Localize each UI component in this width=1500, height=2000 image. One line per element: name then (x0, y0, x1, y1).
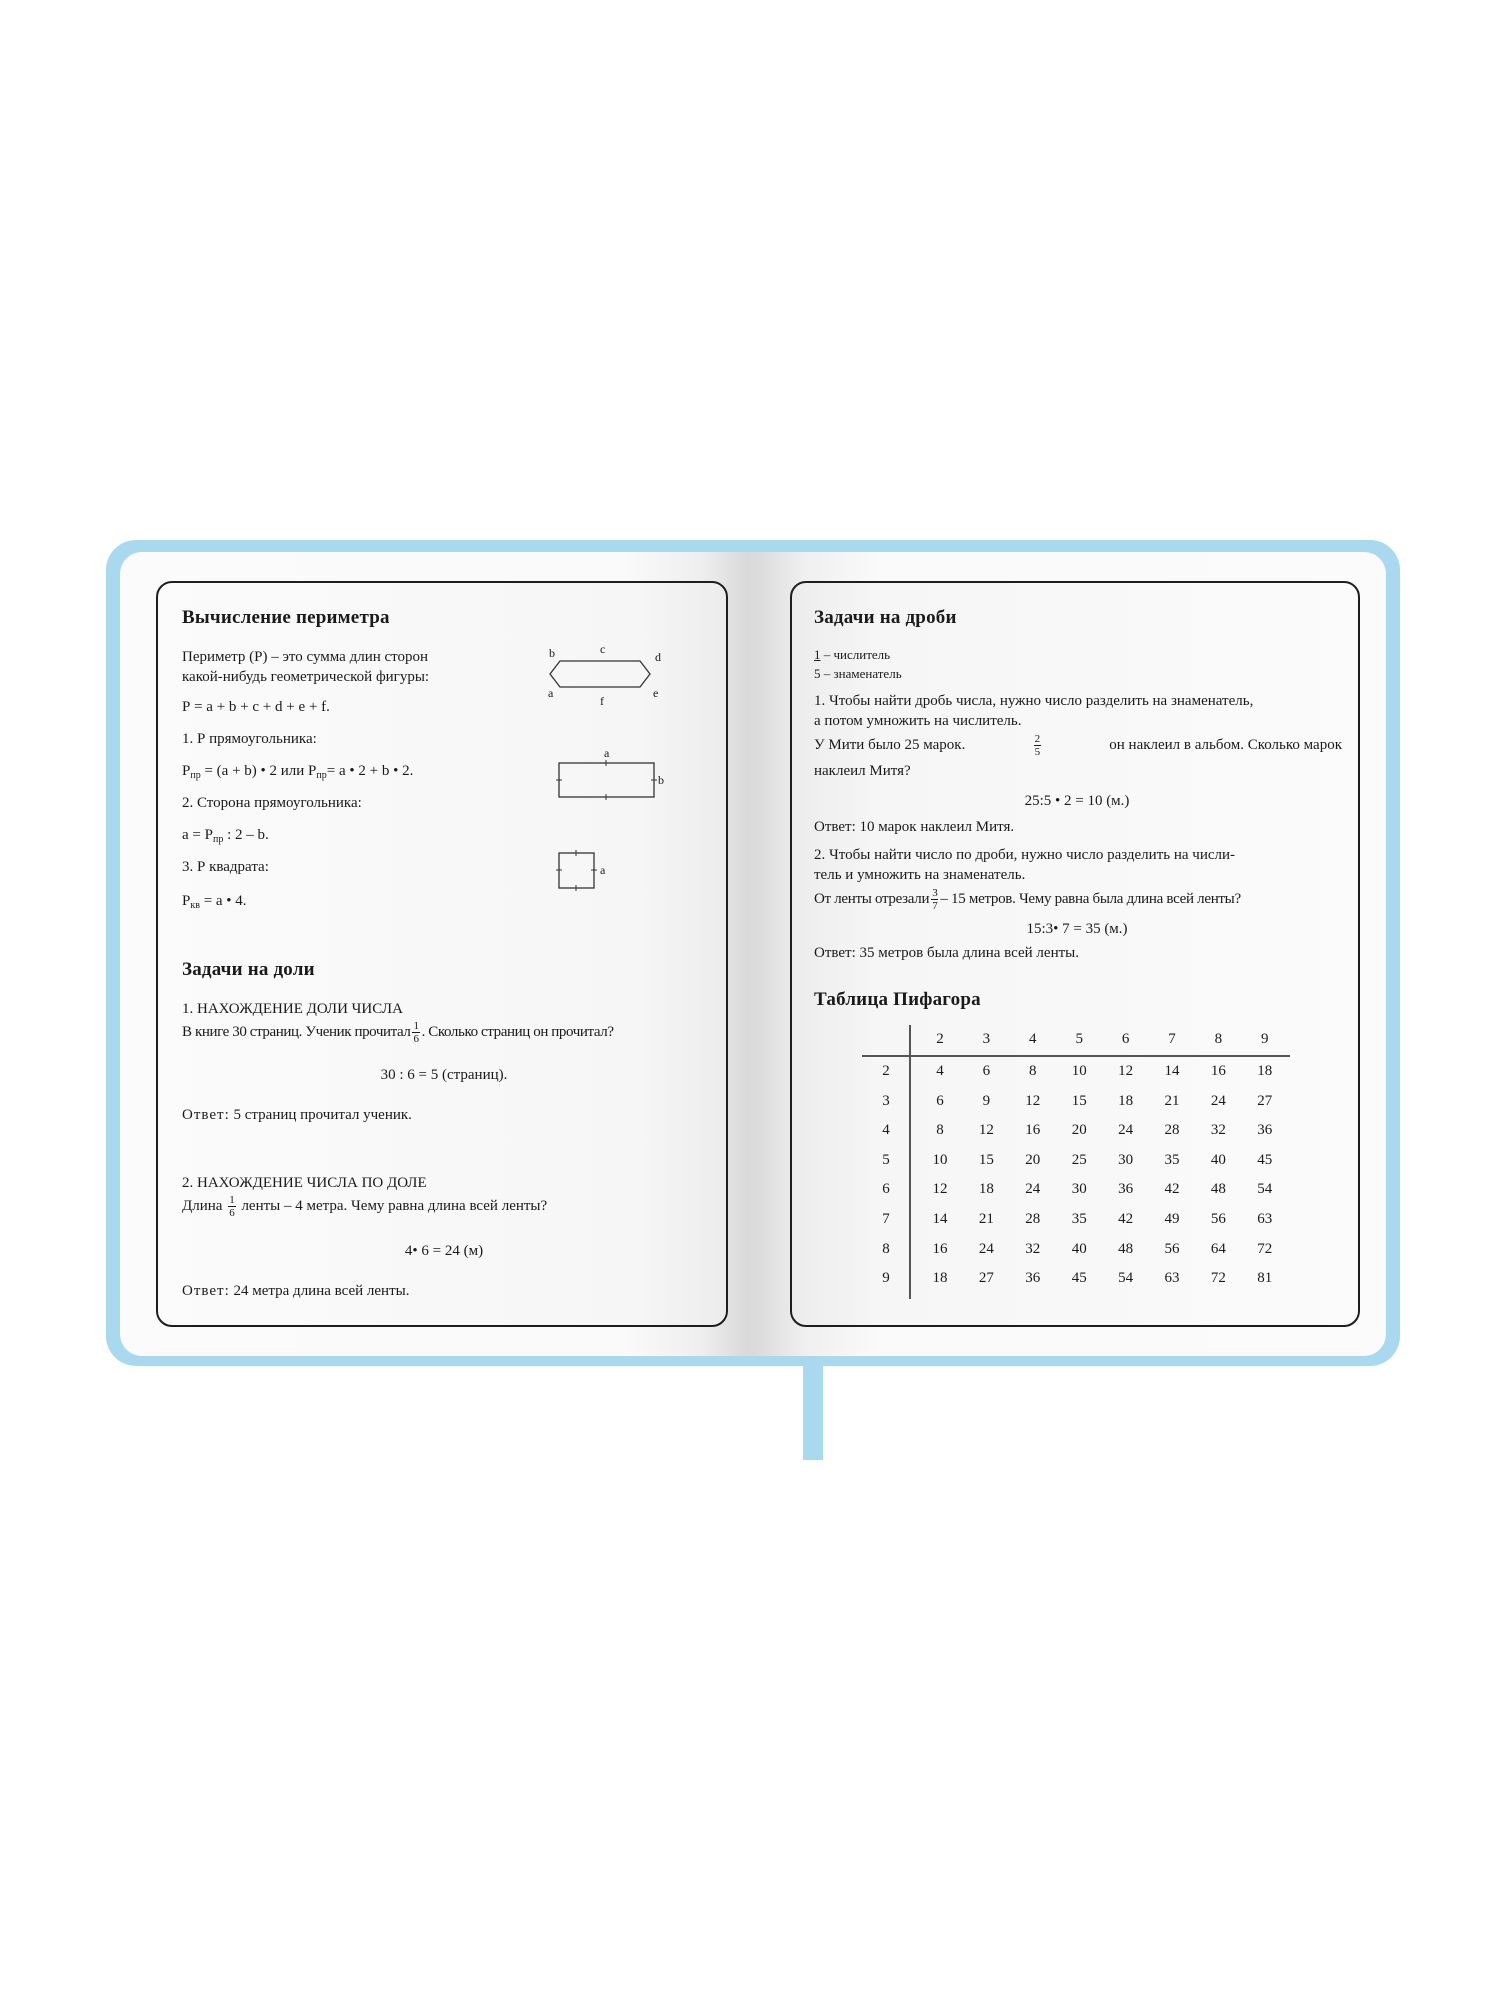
table-cell: 16 (1210, 1063, 1226, 1079)
fraction-rule-1-line1: 1. Чтобы найти дробь числа, нужно число разделить на знаменатель, (814, 693, 1254, 709)
left-page (156, 581, 728, 1327)
table-cell: 64 (1210, 1240, 1226, 1257)
table-cell: 35 (1071, 1211, 1087, 1227)
bookmark-ribbon (803, 1360, 823, 1460)
square-shape (559, 853, 594, 888)
table-cell: 24 (1118, 1122, 1134, 1139)
shares-problem-2: Длина $\frac{1}{6}$ ленты – 4 метра. Чему равна длина всей ленты? (182, 1194, 548, 1219)
fraction-equation-2: 15:3• 7 = 35 (м.) (1026, 921, 1128, 937)
table-cell: 56 (1164, 1240, 1180, 1257)
rectangle-side-formula: $a = Р_{пр}$ : 2 – b. (182, 827, 269, 845)
table-cell: 56 (1210, 1211, 1226, 1227)
table-cell: 32 (1210, 1122, 1226, 1139)
table-cell: 49 (1164, 1211, 1180, 1227)
table-row-header: 3 (882, 1092, 890, 1109)
table-cell: 72 (1257, 1240, 1273, 1257)
table-cell: 4 (936, 1063, 944, 1079)
table-column-header: 2 (936, 1031, 944, 1047)
table-cell: 48 (1210, 1181, 1226, 1198)
hex-label-c: c (600, 642, 606, 656)
table-cell: 81 (1257, 1270, 1273, 1287)
rectangle-perimeter-formula: $Р_{пр} = (a + b)$ • 2 или $Р_{пр}= a$ • 2 + b • 2. (182, 763, 414, 781)
table-cell: 24 (978, 1240, 994, 1257)
table-cell: 21 (978, 1211, 994, 1227)
table-cell: 54 (1257, 1181, 1273, 1198)
table-column-header: 4 (1029, 1031, 1037, 1047)
perimeter-definition-line2: какой-нибудь геометрической фигуры: (182, 669, 430, 685)
shares-subheading-1: 1. НАХОЖДЕНИЕ ДОЛИ ЧИСЛА (182, 1001, 403, 1017)
table-row-header: 8 (882, 1240, 890, 1257)
table-column-header: 6 (1121, 1031, 1130, 1047)
table-cell: 20 (1025, 1151, 1041, 1168)
table-cell: 8 (1029, 1063, 1037, 1079)
table-cell: 8 (936, 1122, 944, 1139)
table-cell: 6 (982, 1063, 991, 1079)
shares-answer-1: Ответ: 5 страниц прочитал ученик. (182, 1107, 412, 1123)
table-cell: 42 (1164, 1181, 1180, 1198)
fractions-title: Задачи на дроби (814, 607, 957, 628)
fraction-answer-2: Ответ: 35 метров была длина всей ленты. (814, 945, 1079, 961)
table-column-header: 8 (1214, 1031, 1223, 1047)
perimeter-diagrams (538, 635, 688, 895)
table-cell: 10 (1071, 1063, 1087, 1079)
table-cell: 48 (1118, 1240, 1134, 1257)
table-cell: 18 (932, 1270, 948, 1287)
rect-label-a: a (604, 746, 610, 760)
table-cell: 40 (1071, 1240, 1087, 1257)
table-cell: 28 (1025, 1211, 1041, 1227)
table-cell: 30 (1118, 1151, 1134, 1168)
hexagon-shape (550, 661, 650, 687)
table-cell: 21 (1164, 1092, 1180, 1109)
shares-problem-1: В книге 30 страниц. Ученик прочитал $\frac{1}{6}$ . Сколько страниц он прочитал? (182, 1020, 614, 1045)
table-cell: 15 (1071, 1092, 1087, 1109)
table-cell: 35 (1164, 1151, 1180, 1168)
pythagoras-table (862, 1025, 1292, 1315)
perimeter-formula: Р = a + b + c + d + e + f. (182, 699, 330, 715)
table-cell: 42 (1118, 1211, 1134, 1227)
pythagoras-title: Таблица Пифагора (814, 989, 981, 1010)
numerator-definition: 1 – числитель (814, 647, 891, 662)
denominator-definition: 5 – знаменатель (814, 666, 902, 681)
table-cell: 12 (978, 1122, 994, 1139)
table-row-header: 6 (882, 1181, 890, 1198)
table-cell: 54 (1118, 1270, 1134, 1287)
table-cell: 63 (1257, 1211, 1273, 1227)
fraction-rule-1-line2: а потом умножить на числитель. (814, 713, 1022, 729)
shares-answer-2: Ответ: 24 метра длина всей ленты. (182, 1283, 410, 1299)
table-row-header: 9 (882, 1270, 890, 1287)
table-cell: 10 (932, 1151, 948, 1168)
table-cell: 36 (1118, 1181, 1134, 1198)
fraction-answer-1: Ответ: 10 марок наклеил Митя. (814, 819, 1015, 835)
table-cell: 72 (1210, 1270, 1226, 1287)
table-cell: 15 (978, 1151, 994, 1168)
table-cell: 40 (1210, 1151, 1226, 1168)
table-cell: 12 (1118, 1063, 1134, 1079)
table-cell: 12 (932, 1181, 948, 1198)
table-cell: 28 (1164, 1122, 1180, 1139)
hex-label-d: d (655, 650, 661, 664)
table-horizontal-rule (862, 1055, 1290, 1057)
shares-equation-2: 4• 6 = 24 (м) (404, 1243, 484, 1259)
table-cell: 24 (1210, 1092, 1226, 1109)
table-cell: 18 (978, 1181, 994, 1198)
shares-title: Задачи на доли (182, 959, 315, 980)
rectangle-perimeter-heading: 1. Р прямоугольника: (182, 731, 317, 747)
rectangle-shape (559, 763, 654, 797)
table-row-header: 7 (882, 1211, 890, 1227)
table-cell: 32 (1025, 1240, 1041, 1257)
square-label-a: a (600, 863, 606, 877)
table-cell: 36 (1025, 1270, 1041, 1287)
table-cell: 25 (1071, 1151, 1087, 1168)
perimeter-title: Вычисление периметра (182, 607, 390, 628)
right-page (790, 581, 1360, 1327)
table-cell: 14 (932, 1211, 948, 1227)
table-cell: 18 (1118, 1092, 1134, 1109)
hex-label-f: f (600, 694, 604, 708)
table-cell: 27 (978, 1270, 994, 1287)
table-row-header: 2 (882, 1063, 890, 1079)
shares-subheading-2: 2. НАХОЖДЕНИЕ ЧИСЛА ПО ДОЛЕ (182, 1175, 427, 1191)
table-column-header: 5 (1075, 1031, 1083, 1047)
hex-label-b: b (549, 646, 555, 660)
table-cell: 63 (1164, 1270, 1180, 1287)
perimeter-definition-line1: Периметр (Р) – это сумма длин сторон (182, 649, 429, 665)
table-cell: 20 (1071, 1122, 1087, 1139)
table-cell: 27 (1257, 1092, 1273, 1109)
table-cell: 16 (932, 1240, 948, 1257)
table-cell: 12 (1025, 1092, 1041, 1109)
hex-label-e: e (653, 686, 659, 700)
square-perimeter-heading: 3. Р квадрата: (182, 859, 269, 875)
fraction-task-1-line2: наклеил Митя? (814, 763, 911, 779)
table-cell: 6 (936, 1092, 944, 1109)
table-cell: 24 (1025, 1181, 1041, 1198)
fraction-rule-2-line2: тель и умножить на знаменатель. (814, 867, 1026, 883)
table-cell: 45 (1257, 1151, 1273, 1168)
rect-label-b: b (658, 773, 664, 787)
table-cell: 36 (1257, 1122, 1273, 1139)
table-vertical-rule (909, 1025, 911, 1299)
fraction-rule-2-line1: 2. Чтобы найти число по дроби, нужно число разделить на числи- (814, 847, 1236, 863)
table-cell: 16 (1025, 1122, 1041, 1139)
table-row-header: 4 (882, 1122, 890, 1139)
fraction-task-2: От ленты отрезали $\frac{3}{7}$ – 15 метров. Чему равна была длина всей ленты? (814, 887, 1241, 912)
table-column-header: 7 (1168, 1031, 1176, 1047)
table-cell: 9 (982, 1092, 991, 1109)
rectangle-side-heading: 2. Сторона прямоугольника: (182, 795, 362, 811)
square-perimeter-formula: $Р_{кв} = a$ • 4. (182, 893, 247, 911)
table-cell: 18 (1257, 1063, 1273, 1079)
table-cell: 14 (1164, 1063, 1180, 1079)
hex-label-a: a (548, 686, 554, 700)
table-cell: 30 (1071, 1181, 1087, 1198)
table-column-header: 3 (982, 1031, 991, 1047)
fraction-task-1: У Мити было 25 марок. $\frac{2}{5}$ он наклеил в альбом. Сколько марок (814, 733, 1342, 758)
fraction-equation-1: 25:5 • 2 = 10 (м.) (1024, 793, 1130, 809)
table-cell: 45 (1071, 1270, 1087, 1287)
table-row-header: 5 (882, 1151, 890, 1168)
table-column-header: 9 (1261, 1031, 1269, 1047)
shares-equation-1: 30 : 6 = 5 (страниц). (380, 1067, 508, 1083)
